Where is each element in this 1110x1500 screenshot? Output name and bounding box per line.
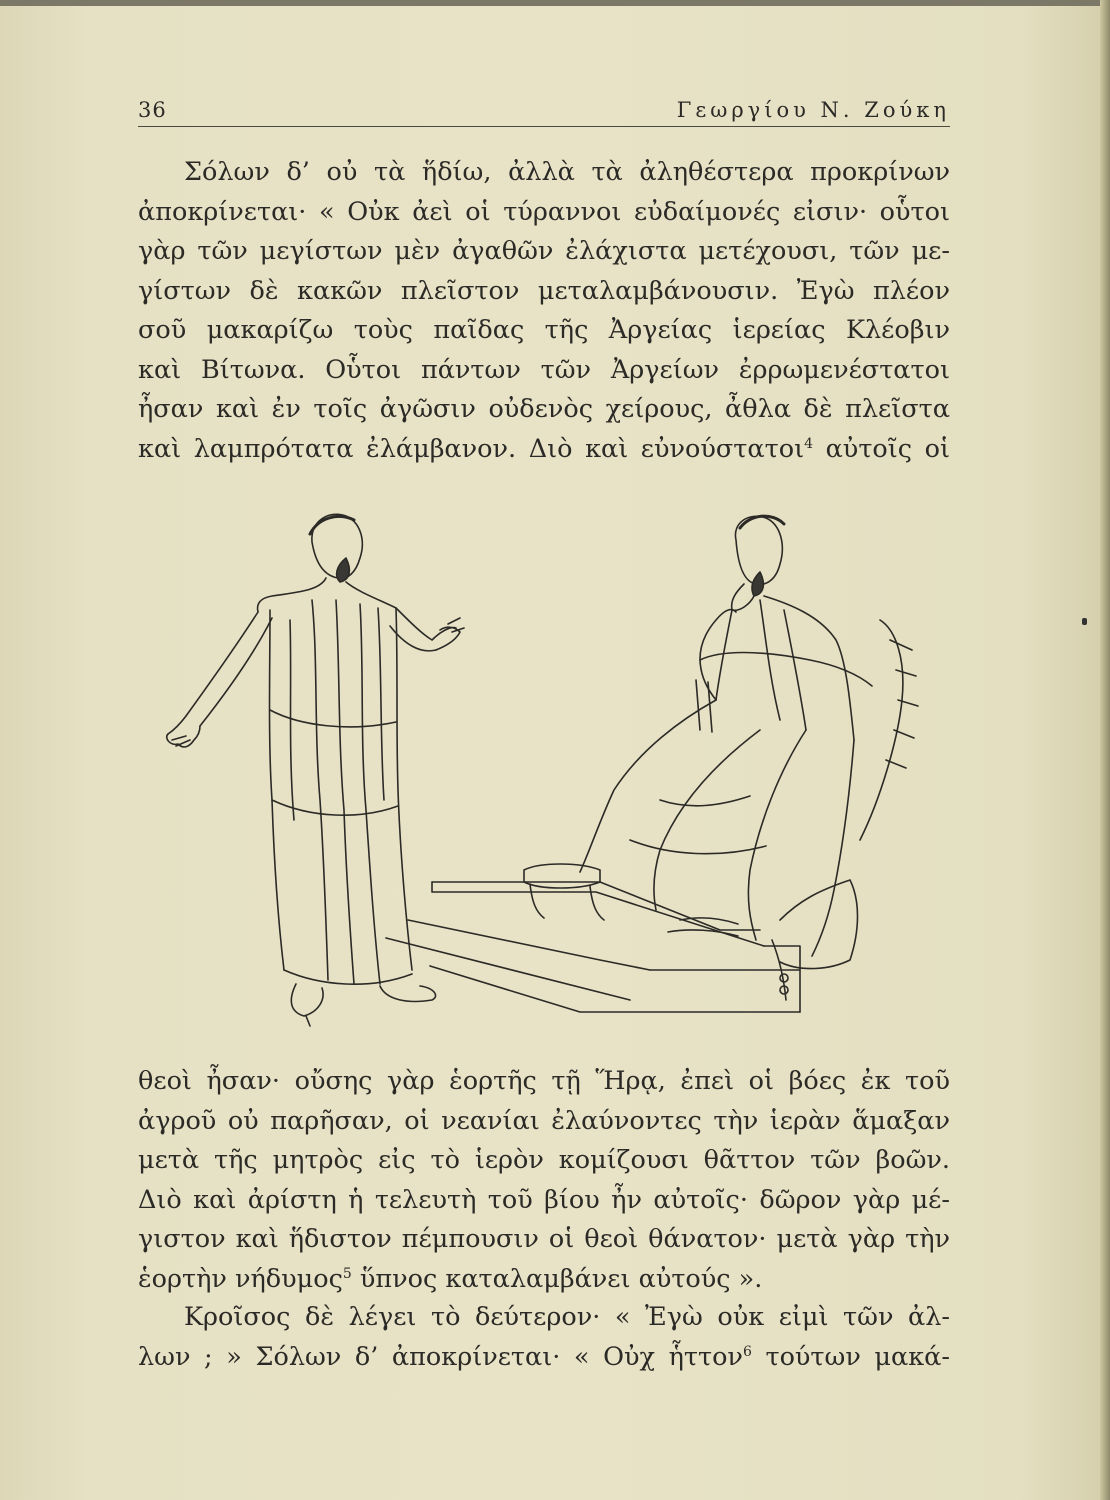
text-line: Σόλων δ’ οὐ τὰ ἥδίω, ἀλλὰ τὰ ἀληθέστερα προκρίνων: [184, 157, 950, 187]
illustration-solon-croesus: [160, 500, 960, 1045]
text-line: ἀποκρίνεται· « Οὐκ ἀεὶ οἱ τύραννοι εὐδαίμονές εἰσιν· οὗτοι: [138, 196, 950, 227]
text-segment: ἑορτὴν νήδυμος: [138, 1263, 343, 1294]
margin-mark: [1082, 618, 1087, 625]
paragraph-2: [138, 1062, 950, 1299]
page-header: [138, 98, 950, 127]
text-line: γὰρ τῶν μεγίστων μὲν ἀγαθῶν ἐλάχιστα μετέχουσι, τῶν με-: [138, 236, 950, 266]
text-segment: τούτων μακά-: [751, 1341, 950, 1372]
text-line: καὶ Βίτωνα. Οὗτοι πάντων τῶν Ἀργείων ἐρρωμενέστατοι: [138, 354, 950, 385]
text-line: [138, 430, 950, 470]
scan-right-edge: [1100, 0, 1110, 1500]
text-line: γιστον καὶ ἥδιστον πέμπουσιν οἱ θεοὶ θάνατον· μετὰ γὰρ τὴν: [138, 1224, 950, 1254]
paragraph-1: [138, 153, 950, 469]
text-line: Διὸ καὶ ἀρίστη ἡ τελευτὴ τοῦ βίου ἦν αὐτοῖς· δῶρον γὰρ μέ-: [138, 1184, 950, 1215]
text-line: θεοὶ ἦσαν· οὔσης γὰρ ἑορτῆς τῇ Ἥρᾳ, ἐπεὶ οἱ βόες ἐκ τοῦ: [138, 1066, 950, 1096]
footnote-ref-4: 4: [804, 435, 813, 452]
text-line: ἦσαν καὶ ἐν τοῖς ἀγῶσιν οὐδενὸς χείρους, ἆθλα δὲ πλεῖστα: [138, 394, 950, 424]
footnote-ref-6: 6: [742, 1343, 752, 1360]
footnote-ref-5: 5: [342, 1265, 352, 1282]
text-line: σοῦ μακαρίζω τοὺς παῖδας τῆς Ἀργείας ἱερείας Κλέοβιν: [138, 315, 950, 345]
page-number: 36: [138, 98, 167, 122]
text-segment: ὕπνος καταλαμβάνει αὐτούς ».: [351, 1263, 763, 1294]
text-line: μετὰ τῆς μητρὸς εἰς τὸ ἱερὸν κομίζουσι θᾶττον τῶν βοῶν.: [138, 1145, 950, 1175]
running-head: Γεωργίου Ν. Ζούκη: [676, 98, 950, 122]
text-line: [138, 1338, 950, 1378]
text-line: ἀγροῦ οὐ παρῆσαν, οἱ νεανίαι ἐλαύνοντες τὴν ἱερὰν ἅμαξαν: [138, 1105, 950, 1136]
text-segment: καὶ λαμπρότατα ἐλάμβανον. Διὸ καὶ εὐνούστατοι: [138, 433, 805, 464]
standing-figure: [167, 514, 464, 1026]
seated-figure: [580, 516, 918, 1000]
text-segment: λων ; » Σόλων δ’ ἀποκρίνεται· « Οὐχ ἧττον: [138, 1341, 743, 1372]
text-line: γίστων δὲ κακῶν πλεῖστον μεταλαμβάνουσιν. Ἐγὼ πλέον: [138, 275, 950, 306]
paragraph-3: [138, 1298, 950, 1377]
text-line: [138, 1260, 950, 1300]
text-segment: αὐτοῖς οἱ: [813, 433, 950, 464]
text-line: Κροῖσος δὲ λέγει τὸ δεύτερον· « Ἐγὼ οὐκ εἰμὶ τῶν ἀλ-: [184, 1302, 950, 1332]
scan-top-edge: [0, 0, 1110, 6]
